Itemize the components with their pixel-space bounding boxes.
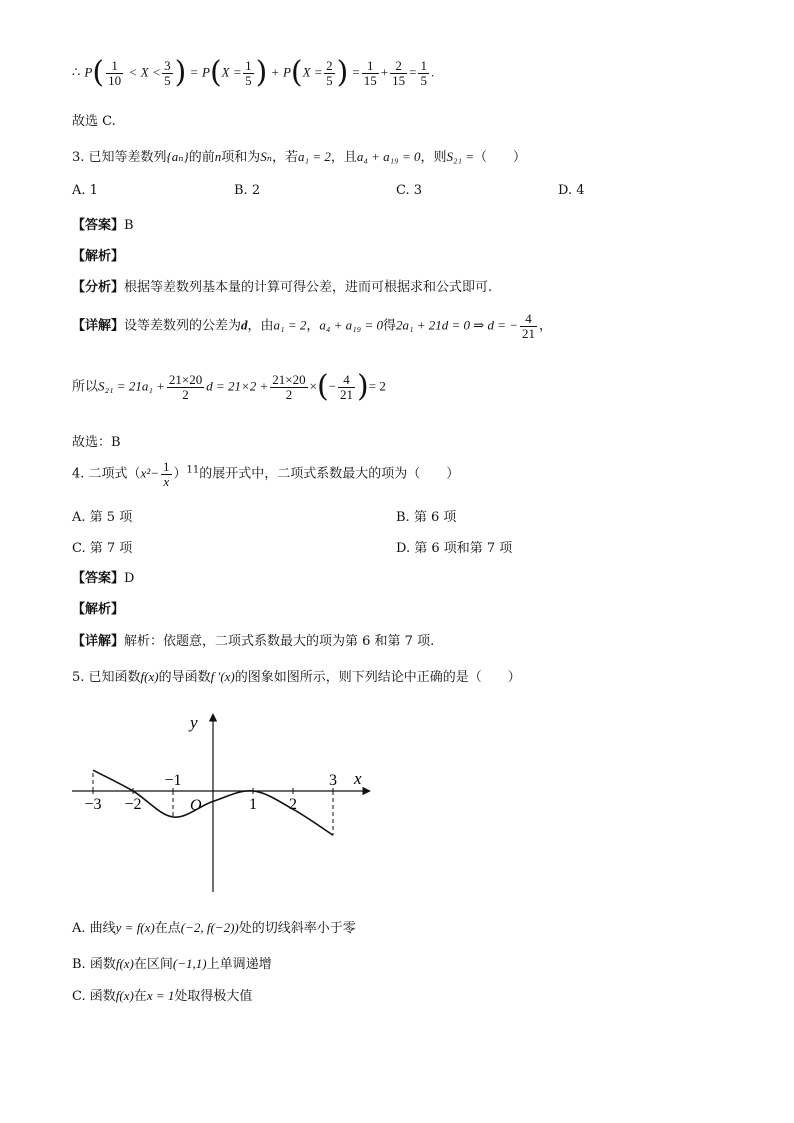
answer-3 <box>72 214 134 233</box>
sum-expr: S₂₁ = 21a₁ + <box>98 378 165 394</box>
var-x: X <box>221 64 230 80</box>
q5-option-b <box>72 953 272 972</box>
option-text: 处取得极大值 <box>174 989 253 1004</box>
xiangjie-text: 解析：依题意，二项式系数最大的项为第 6 和第 7 项. <box>124 634 435 649</box>
paren-open: ( <box>209 55 222 90</box>
plus-sign: + <box>380 64 389 80</box>
fenxi-3 <box>72 276 492 295</box>
frac-num: 2 <box>326 57 333 73</box>
exponent: 11 <box>186 464 200 476</box>
choose-line-1: 故选 C. <box>72 114 116 129</box>
q5-option-c <box>72 985 252 1004</box>
sum-text: 所以 <box>72 379 99 395</box>
eq-sign: = <box>233 64 242 80</box>
answer-value: B <box>124 218 134 233</box>
frac-den: 21 <box>340 386 354 402</box>
func-f: f(x) <box>140 669 159 684</box>
q3-option-d: D. 4 <box>558 183 585 198</box>
fraction <box>162 59 173 87</box>
q4-text: 4. 二项式（ <box>72 466 141 482</box>
ask-s21: S₂₁ = <box>446 149 475 164</box>
fenxi-text: 根据等差数列基本量的计算可得公差，进而可根据求和公式即可. <box>124 280 493 295</box>
tick-label: 2 <box>289 796 297 813</box>
frac-num: 1 <box>362 59 379 74</box>
lt-sign: < <box>129 64 137 80</box>
question-4 <box>72 460 459 488</box>
q3-option-b: B. 2 <box>234 183 261 198</box>
tick-label: −2 <box>124 796 142 813</box>
sum-expr: d = 21×2 + <box>206 378 269 394</box>
frac-num: 1 <box>106 59 123 74</box>
condition-a1: a₁ = 2 <box>273 317 307 333</box>
frac-den: 10 <box>108 72 122 88</box>
equation-d: 2a₁ + 21d = 0 ⇒ d = − <box>395 317 518 333</box>
frac-den: 5 <box>245 72 252 88</box>
paren-close: ) <box>255 55 268 90</box>
probability-sum-line <box>72 55 435 90</box>
frac-num: 2 <box>390 59 407 74</box>
y-axis-label: y <box>190 713 198 732</box>
fraction <box>161 460 172 488</box>
plus-sign: + <box>271 64 279 80</box>
q3-text: 项和为 <box>221 150 261 165</box>
frac-num: 4 <box>338 373 355 388</box>
condition-a4-a19: a₄ + a₁₉ = 0 <box>319 317 383 333</box>
option-point: (−2, f(−2)) <box>180 920 239 935</box>
xiangjie-label: 【详解】 <box>72 634 125 649</box>
frac-den: 15 <box>392 72 406 88</box>
prob-p: P <box>84 64 93 80</box>
tick-label: 1 <box>249 796 257 813</box>
paren-close: ) <box>174 55 187 90</box>
q3-text: ，则 <box>420 150 447 165</box>
choose-line-3: 故选：B <box>72 435 121 450</box>
fraction <box>418 59 429 87</box>
answer-value: D <box>124 571 135 586</box>
frac-num: 3 <box>164 57 171 73</box>
q5-text: 的导函数 <box>158 670 211 685</box>
option-text: 处的切线斜率小于零 <box>238 921 356 936</box>
analysis-label-3: 【解析】 <box>72 249 125 264</box>
var-n: n <box>214 149 222 164</box>
option-text: 在 <box>133 989 147 1004</box>
fraction <box>167 373 204 401</box>
option-expr: f(x) <box>115 956 134 971</box>
analysis-label-4: 【解析】 <box>72 602 125 617</box>
q3-option-a: A. 1 <box>72 183 98 198</box>
frac-num: 21×20 <box>168 371 203 387</box>
q4-text: 的展开式中，二项式系数最大的项为（ ） <box>199 466 460 482</box>
frac-num: 1 <box>245 57 252 73</box>
eq-sign: = <box>352 64 360 80</box>
frac-den: x <box>163 473 170 489</box>
sum-result: = 2 <box>368 378 386 394</box>
seq-notation: {aₙ} <box>166 149 189 164</box>
option-eq: x = 1 <box>146 988 175 1003</box>
answer-4 <box>72 567 134 586</box>
xiangjie-label: 【详解】 <box>72 318 125 334</box>
eq-sign: = <box>314 64 323 80</box>
question-5 <box>72 666 521 685</box>
fenxi-label: 【分析】 <box>72 280 125 295</box>
frac-num: 21×20 <box>272 371 306 387</box>
fraction <box>520 312 537 340</box>
q4-option-a: A. 第 5 项 <box>72 510 133 525</box>
q4-option-c: C. 第 7 项 <box>72 541 133 556</box>
derivative-graph <box>60 702 390 902</box>
binomial-term: x²− <box>140 465 159 481</box>
q3-text: 的前 <box>188 150 215 165</box>
option-expr: y = f(x) <box>115 920 155 935</box>
prob-p: P <box>282 64 291 80</box>
xiangjie-4 <box>72 630 434 649</box>
frac-den: 21 <box>522 325 535 341</box>
fraction <box>270 373 307 401</box>
q4-option-b: B. 第 6 项 <box>396 510 457 525</box>
xiangjie-3 <box>72 312 552 340</box>
fraction <box>390 59 407 87</box>
var-x: X <box>140 64 149 80</box>
fraction <box>338 373 355 401</box>
option-text: 在区间 <box>133 957 173 972</box>
origin-label: O <box>190 797 202 814</box>
frac-den: 2 <box>285 386 293 402</box>
q4-option-d: D. 第 6 项和第 7 项 <box>396 541 513 556</box>
tick-label: 3 <box>329 772 337 789</box>
frac-num: 1 <box>420 57 427 73</box>
condition-a1: a₁ = 2 <box>298 149 331 164</box>
fraction <box>106 59 123 87</box>
frac-den: 5 <box>420 72 427 88</box>
frac-num: 1 <box>163 459 170 474</box>
q4-text: ） <box>173 466 187 482</box>
option-text: B. 函数 <box>72 957 116 972</box>
paren-close: ) <box>357 369 369 404</box>
xiangjie-text: 设等差数列的公差为 <box>124 318 242 334</box>
func-fprime: f ′(x) <box>210 669 235 684</box>
fraction <box>362 59 379 87</box>
frac-den: 5 <box>164 72 171 88</box>
xiangjie-text: ， <box>306 318 320 334</box>
x-axis-label: x <box>354 769 362 788</box>
paren-open: ( <box>92 55 105 90</box>
q5-text: 的图象如图所示，则下列结论中正确的是（ ） <box>234 670 521 685</box>
prob-p: P <box>202 64 210 80</box>
option-text: C. 函数 <box>72 989 116 1004</box>
fraction <box>243 59 254 87</box>
answer-label: 【答案】 <box>72 571 125 586</box>
frac-num: 4 <box>520 312 537 327</box>
paren-close: ) <box>336 55 349 90</box>
period: . <box>430 64 435 80</box>
var-x: X <box>302 64 311 80</box>
sum-sn: Sₙ <box>260 149 273 164</box>
frac-den: 2 <box>182 386 189 402</box>
answer-blank: （ ） <box>474 150 527 165</box>
q3-option-c: C. 3 <box>396 183 423 198</box>
tick-label: −1 <box>164 772 182 789</box>
paren-open: ( <box>316 369 329 404</box>
q3-text: ，且 <box>330 150 357 165</box>
tick-label: −3 <box>84 796 102 813</box>
xiangjie-text: ， <box>539 318 553 334</box>
minus-sign: − <box>328 378 337 394</box>
option-text: 上单调递增 <box>206 957 272 972</box>
answer-label: 【答案】 <box>72 218 125 233</box>
option-text: A. 曲线 <box>72 921 116 936</box>
frac-den: 5 <box>326 72 333 88</box>
eq-sign: = <box>190 64 198 80</box>
lt-sign: < <box>152 64 161 80</box>
question-3 <box>72 146 526 165</box>
eq-sign: = <box>409 64 417 80</box>
q3-text: ，若 <box>272 150 299 165</box>
option-text: 在点 <box>154 921 181 936</box>
condition-a4-a19: a₄ + a₁₉ = 0 <box>356 149 421 164</box>
q3-text: 3. 已知等差数列 <box>72 150 167 165</box>
tick-labels <box>84 772 337 813</box>
option-expr: f(x) <box>115 988 134 1003</box>
option-interval: (−1,1) <box>172 956 207 971</box>
times-sign: × <box>309 378 317 394</box>
paren-open: ( <box>290 55 303 90</box>
xiangjie-text: 得 <box>382 318 396 334</box>
var-d: d <box>241 317 248 333</box>
therefore-symbol: ∴ <box>72 65 81 81</box>
fraction <box>324 59 335 87</box>
xiangjie-text: ，由 <box>247 318 274 334</box>
sum-3 <box>72 369 386 404</box>
q5-option-a <box>72 917 356 936</box>
q5-text: 5. 已知函数 <box>72 670 141 685</box>
frac-den: 15 <box>363 72 377 88</box>
